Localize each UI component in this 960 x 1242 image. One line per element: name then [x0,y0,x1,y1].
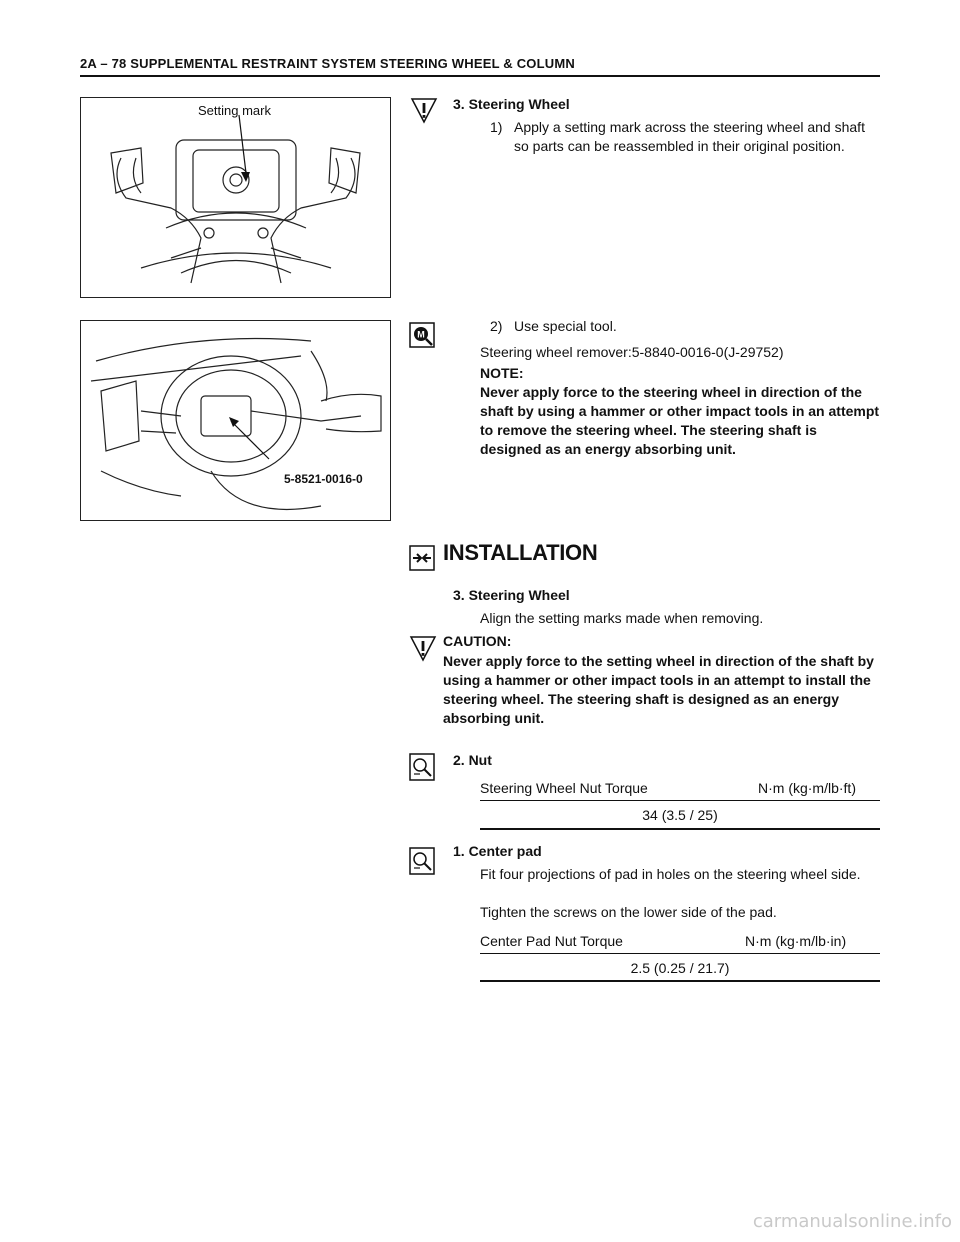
nut-table-header-left: Steering Wheel Nut Torque [480,780,648,796]
figure1-label: Setting mark [198,103,271,118]
setting-mark-leader [239,115,246,173]
note-label: NOTE: [480,365,524,381]
install-step3-title: 3. Steering Wheel [453,587,570,603]
warning-icon [410,96,438,124]
installation-heading: INSTALLATION [443,540,598,565]
caution-text: Never apply force to the setting wheel in direction of the shaft by using a hammer or other impact tools in an attempt to install the steering wheel. The steering shaft is designed as an energy absorbing unit. [443,653,874,726]
torque-icon [409,753,435,781]
figure-steering-wheel-setting-mark [80,97,391,298]
install-step1-text1: Fit four projections of pad in holes on the steering wheel side. [480,866,861,882]
installation-icon [409,545,435,571]
removal-step3-title: 3. Steering Wheel [453,96,570,112]
install-step1-text2: Tighten the screws on the lower side of the pad. [480,904,777,920]
svg-text:M: M [417,329,425,340]
nut-table-value: 34 (3.5 / 25) [642,807,718,823]
remover-tool-illustration [81,321,390,520]
tool-number-line: Steering wheel remover:5-8840-0016-0(J-29752) [480,344,784,360]
install-step1-title: 1. Center pad [453,843,542,859]
special-tool-icon [409,322,435,348]
removal-step3-sub1-text: Apply a setting mark across the steering wheel and shaft so parts can be reassembled in their original position. [514,119,865,154]
pad-table-rule [480,953,880,954]
nut-table-rule [480,800,880,801]
nut-table-header-right: N·m (kg·m/lb·ft) [758,780,856,796]
removal-step3-sub2-num: 2) [490,318,503,334]
install-step3-text: Align the setting marks made when removing. [480,610,764,626]
torque-icon [409,847,435,875]
note-text: Never apply force to the steering wheel in direction of the shaft by using a hammer or other impact tools in an attempt to remove the steering wheel. The steering shaft is designed as an energy absorbing unit. [480,384,880,457]
removal-step3-sub1-num: 1) [490,119,503,135]
nut-table-bottom-rule [480,828,880,830]
pad-table-header-right: N·m (kg·m/lb·in) [745,933,847,949]
tool-leader [231,421,269,459]
figure-steering-wheel-remover [80,320,391,521]
pad-table-header-left: Center Pad Nut Torque [480,933,623,949]
header-rule [80,75,880,77]
removal-step3-sub2-text: Use special tool. [514,318,617,334]
page-header: 2A – 78 SUPPLEMENTAL RESTRAINT SYSTEM STEERING WHEEL & COLUMN [80,56,575,71]
watermark: carmanualsonline.info [752,1211,952,1232]
pad-table-value: 2.5 (0.25 / 21.7) [630,960,730,976]
figure2-label: 5-8521-0016-0 [284,472,363,486]
pad-table-bottom-rule [480,980,880,982]
caution-label: CAUTION: [443,633,512,649]
install-step2-title: 2. Nut [453,752,492,768]
warning-icon [409,634,437,662]
steering-wheel-illustration [81,98,390,297]
